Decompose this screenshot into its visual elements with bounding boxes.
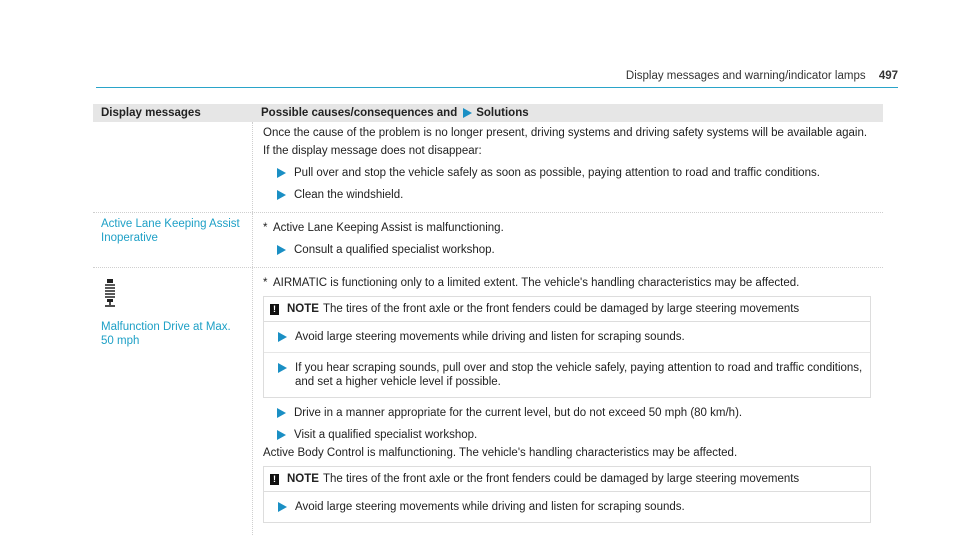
solution-step [278, 500, 864, 514]
arrow-icon [277, 430, 286, 440]
cause-line [263, 276, 875, 290]
row-message-cell [93, 213, 253, 267]
col2-label-b: Solutions [476, 107, 529, 119]
note-item [264, 492, 870, 522]
solution-step [277, 243, 875, 257]
cause-text: AIRMATIC is functioning only to a limited extent. The vehicle's handling characteristics may be affected. [273, 277, 800, 289]
step-text: Visit a qualified specialist workshop. [294, 429, 478, 441]
step-text: Avoid large steering movements while driving and listen for scraping sounds. [295, 331, 685, 343]
page-number: 497 [878, 70, 898, 82]
display-message-text: Active Lane Keeping Assist Inoperative [101, 218, 240, 244]
solution-step [278, 361, 864, 389]
col-display-messages: Display messages [101, 107, 201, 119]
row-content-cell [253, 268, 883, 535]
table-row [93, 267, 883, 535]
paragraph: If the display message does not disappear: [263, 145, 482, 157]
page-header [0, 70, 898, 82]
header-rule [96, 87, 898, 88]
cause-line [263, 221, 875, 235]
note-text: The tires of the front axle or the front fenders could be damaged by large steering movements [322, 473, 800, 485]
solution-step [277, 188, 875, 202]
cause-text: Active Body Control is malfunctioning. The vehicle's handling characteristics may be affected. [263, 447, 738, 459]
row-message-cell [93, 122, 253, 212]
warning-icon: ! [270, 304, 279, 315]
arrow-icon [277, 168, 286, 178]
airmatic-suspension-icon [103, 278, 244, 312]
step-text: Consult a qualified specialist workshop. [294, 244, 495, 256]
step-text: Clean the windshield. [294, 189, 404, 201]
note-box [263, 466, 871, 523]
solution-step [277, 428, 875, 442]
display-message-text: Malfunction Drive at Max. 50 mph [101, 321, 231, 347]
step-text: If you hear scraping sounds, pull over and stop the vehicle safely, paying attention to road and traffic conditions, and set a higher vehicle level if possible. [295, 362, 863, 388]
solution-step [277, 406, 875, 420]
asterisk: * [263, 222, 268, 234]
arrow-icon [277, 245, 286, 255]
step-text: Drive in a manner appropriate for the current level, but do not exceed 50 mph (80 km/h). [294, 407, 743, 419]
arrow-icon [277, 408, 286, 418]
note-item [264, 353, 870, 397]
col-causes-solutions [253, 104, 883, 122]
table-row [93, 212, 883, 267]
step-text: Pull over and stop the vehicle safely as soon as possible, paying attention to road and traffic conditions. [294, 167, 820, 179]
solution-step [278, 330, 864, 344]
section-title: Display messages and warning/indicator lamps [625, 70, 866, 82]
warning-icon: ! [270, 474, 279, 485]
cause-text: Active Lane Keeping Assist is malfunctioning. [273, 222, 504, 234]
table-header [93, 104, 883, 122]
step-text: Avoid large steering movements while driving and listen for scraping sounds. [295, 501, 685, 513]
table-row [93, 122, 883, 212]
solution-arrow-icon [463, 108, 472, 118]
row-message-cell [93, 268, 253, 535]
asterisk: * [263, 277, 268, 289]
solution-step [277, 166, 875, 180]
display-messages-table [93, 104, 883, 535]
note-title: NOTE [287, 303, 319, 315]
row-content-cell [253, 213, 883, 267]
note-header [264, 467, 870, 492]
paragraph: Once the cause of the problem is no longer present, driving systems and driving safety systems will be available again. [263, 127, 868, 139]
arrow-icon [277, 190, 286, 200]
note-title: NOTE [287, 473, 319, 485]
note-text: The tires of the front axle or the front fenders could be damaged by large steering movements [322, 303, 800, 315]
col2-label-a: Possible causes/consequences and [261, 107, 458, 119]
row-content-cell [253, 122, 883, 212]
note-header [264, 297, 870, 322]
arrow-icon [278, 332, 287, 342]
note-item [264, 322, 870, 353]
note-box [263, 296, 871, 398]
arrow-icon [278, 363, 287, 373]
arrow-icon [278, 502, 287, 512]
